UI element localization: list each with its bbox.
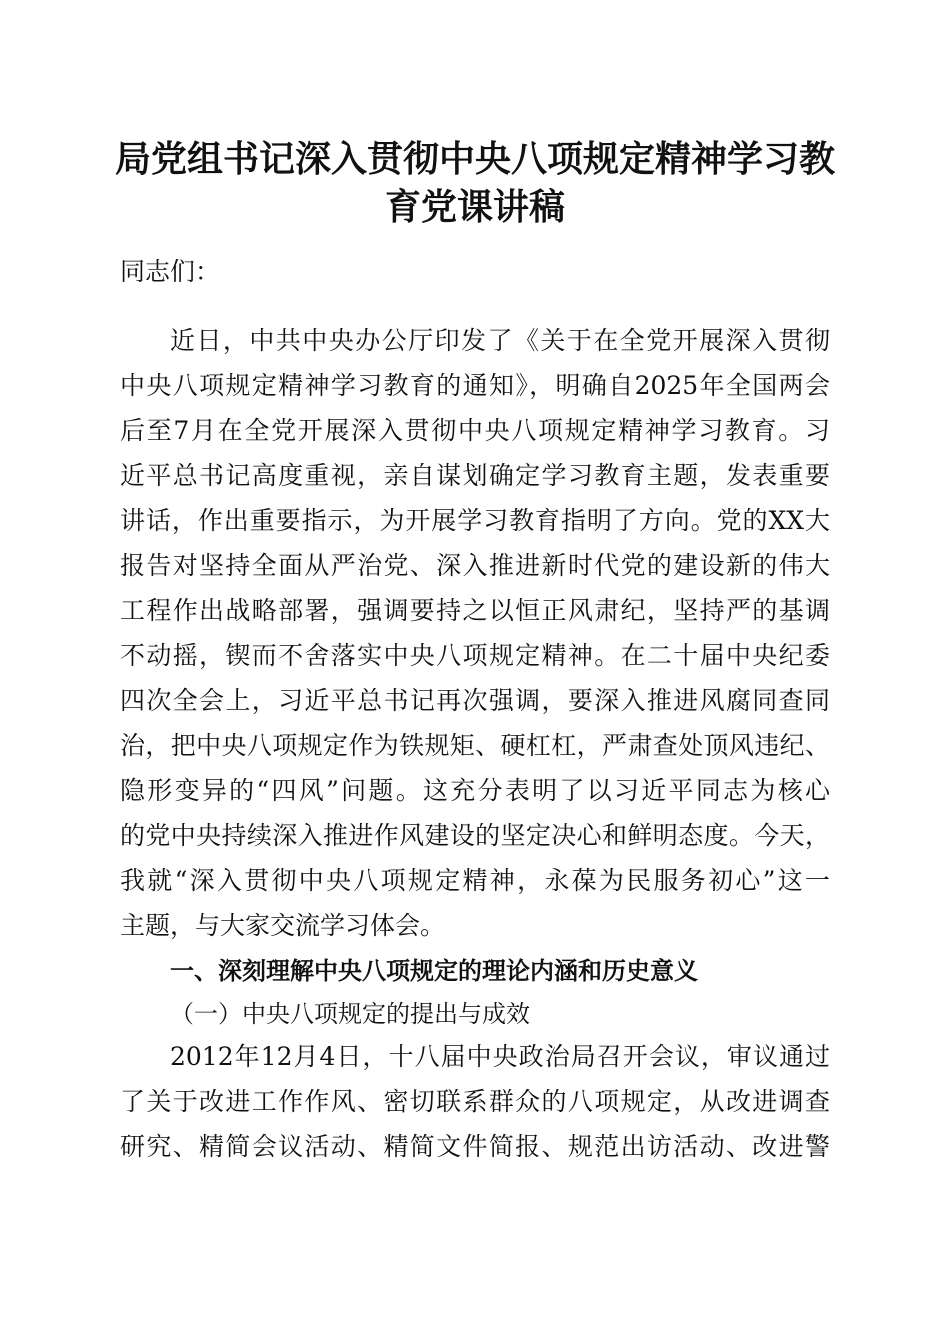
- paragraph-1-line: 工程作出战略部署，强调要持之以恒正风肃纪，坚持严的基调: [120, 596, 830, 625]
- paragraph-1-line: 的党中央持续深入推进作风建设的坚定决心和鲜明态度。今天，: [120, 821, 830, 850]
- paragraph-1-line: 隐形变异的“四风”问题。这充分表明了以习近平同志为核心: [120, 776, 830, 805]
- paragraph-1-line: 治，把中央八项规定作为铁规矩、硬杠杠，严肃查处顶风违纪、: [120, 731, 830, 760]
- subsection-heading-1: （一）中央八项规定的提出与成效: [170, 1000, 530, 1028]
- paragraph-1-line: 后至7月在全党开展深入贯彻中央八项规定精神学习教育。习: [120, 416, 830, 445]
- paragraph-1-line: 不动摇，锲而不舍落实中央八项规定精神。在二十届中央纪委: [120, 641, 830, 670]
- paragraph-2-line: 了关于改进工作作风、密切联系群众的八项规定，从改进调查: [120, 1087, 830, 1116]
- paragraph-2-line: 2012年12月4日，十八届中央政治局召开会议，审议通过: [170, 1042, 830, 1071]
- document-title-line-1: 局党组书记深入贯彻中央八项规定精神学习教: [114, 138, 835, 180]
- paragraph-1-line: 近日，中共中央办公厅印发了《关于在全党开展深入贯彻: [170, 326, 830, 355]
- paragraph-1-line: 四次全会上，习近平总书记再次强调，要深入推进风腐同查同: [120, 686, 830, 715]
- paragraph-1-line: 讲话，作出重要指示，为开展学习教育指明了方向。党的XX大: [120, 506, 830, 535]
- paragraph-1-line: 报告对坚持全面从严治党、深入推进新时代党的建设新的伟大: [120, 551, 830, 580]
- document-title-line-2: 育党课讲稿: [384, 186, 565, 228]
- paragraph-1-line: 我就“深入贯彻中央八项规定精神，永葆为民服务初心”这一: [120, 866, 830, 895]
- paragraph-1-line: 近平总书记高度重视，亲自谋划确定学习教育主题，发表重要: [120, 461, 830, 490]
- paragraph-1-line: 中央八项规定精神学习教育的通知》，明确自2025年全国两会: [120, 371, 830, 400]
- salutation: 同志们：: [120, 257, 221, 286]
- section-heading-1: 一、深刻理解中央八项规定的理论内涵和历史意义: [170, 957, 698, 985]
- paragraph-1-line: 主题，与大家交流学习体会。: [120, 911, 446, 940]
- paragraph-2-line: 研究、精简会议活动、精简文件简报、规范出访活动、改进警: [120, 1132, 830, 1161]
